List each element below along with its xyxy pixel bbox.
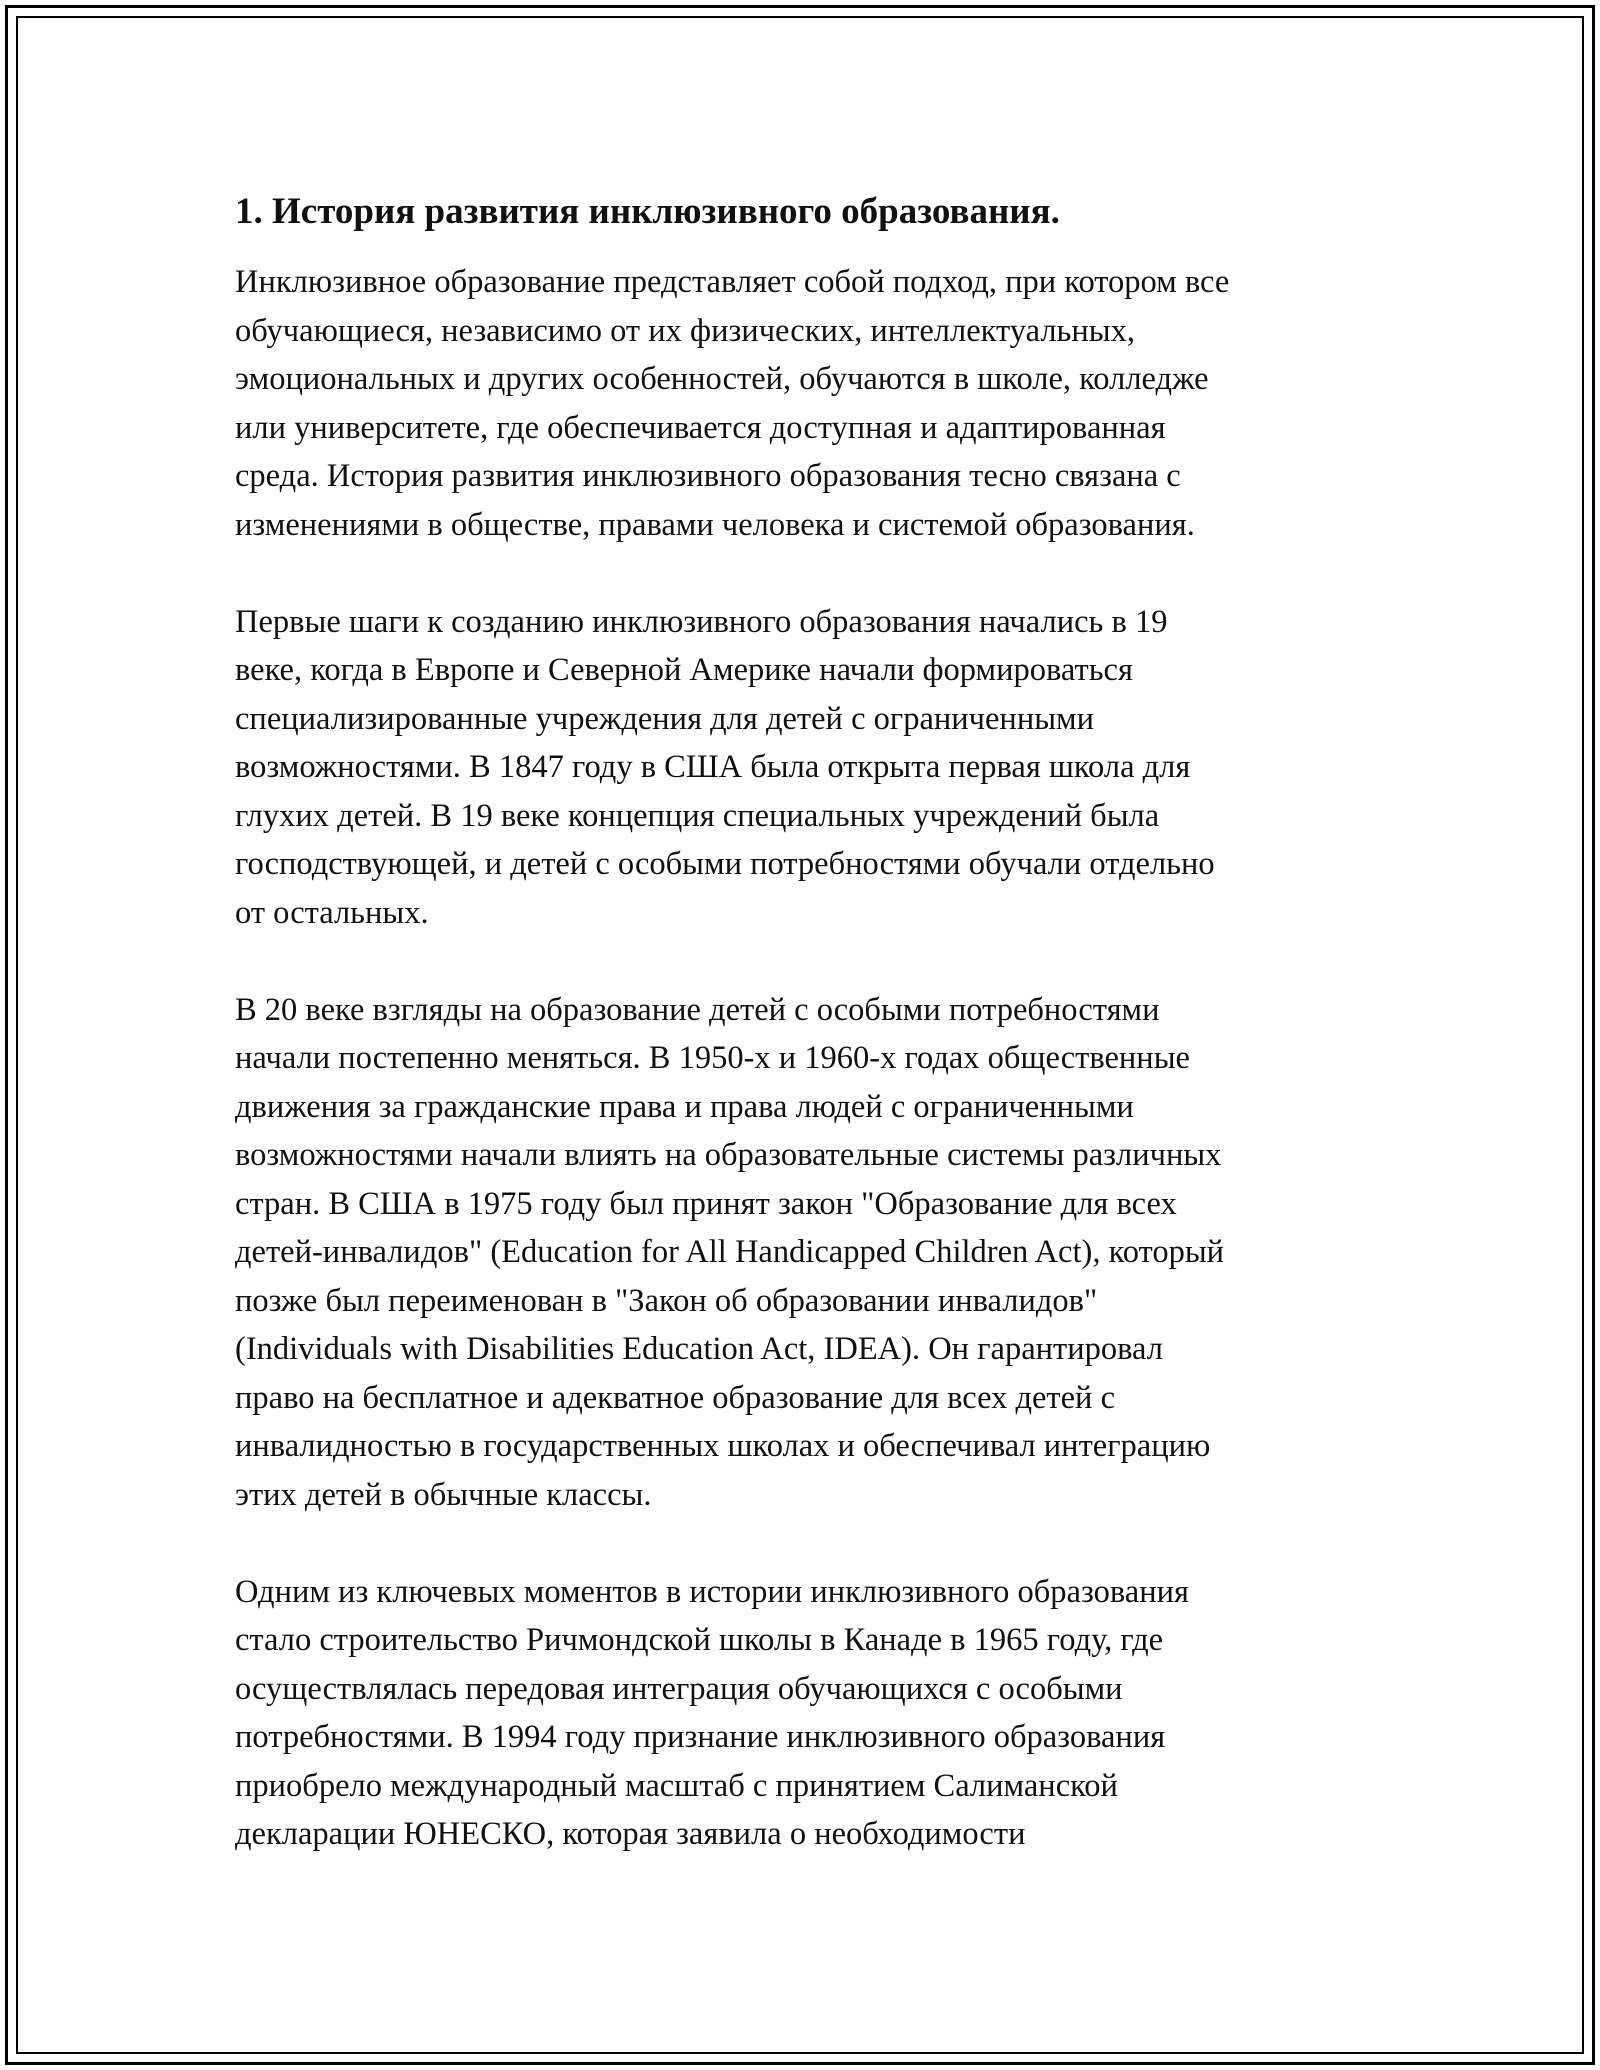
paragraph-19th-century: Первые шаги к созданию инклюзивного образования начались в 19 веке, когда в Европе и Северной Америке начали формироваться специализированные учреждения для детей с ограниченными возможностями. В 1847 году в США была открыта первая школа для глухих детей. В 19 веке концепция специальных учреждений была господствующей, и детей с особыми потребностями обучали отдельно от остальных. xyxy=(235,603,1215,931)
document-body xyxy=(235,186,1375,1907)
paragraph-intro: Инклюзивное образование представляет собой подход, при котором все обучающиеся, независимо от их физических, интеллектуальных, эмоциональных и других особенностей, обучаются в школе, колледже или университете, где обеспечивается доступная и адаптированная среда. История развития инклюзивного образования тесно связана с изменениями в обществе, правами человека и системой образования. xyxy=(235,264,1230,543)
paragraph-20th-century: В 20 веке взгляды на образование детей с особыми потребностями начали постепенно меняться. В 1950-х и 1960-х годах общественные движения за гражданские права и права людей с ограниченными возможностями начали влиять на образовательные системы различных стран. В США в 1975 году был принят закон "Образование для всех детей-инвалидов" (Education for All Handicapped Children Act), который позже был переименован в "Закон об образовании инвалидов" (Individuals with Disabilities Education Act, IDEA). Он гарантировал право на бесплатное и адекватное образование для всех детей с инвалидностью в государственных школах и обеспечивал интеграцию этих детей в обычные классы. xyxy=(235,991,1225,1513)
section-heading: 1. История развития инклюзивного образования. xyxy=(235,191,1060,232)
paragraph-key-moments: Одним из ключевых моментов в истории инклюзивного образования стало строительство Ричмондской школы в Канаде в 1965 году, где осуществлялась передовая интеграция обучающихся с особыми потребностями. В 1994 году признание инклюзивного образования приобрело международный масштаб с принятием Салиманской декларации ЮНЕСКО, которая заявила о необходимости xyxy=(235,1573,1189,1852)
